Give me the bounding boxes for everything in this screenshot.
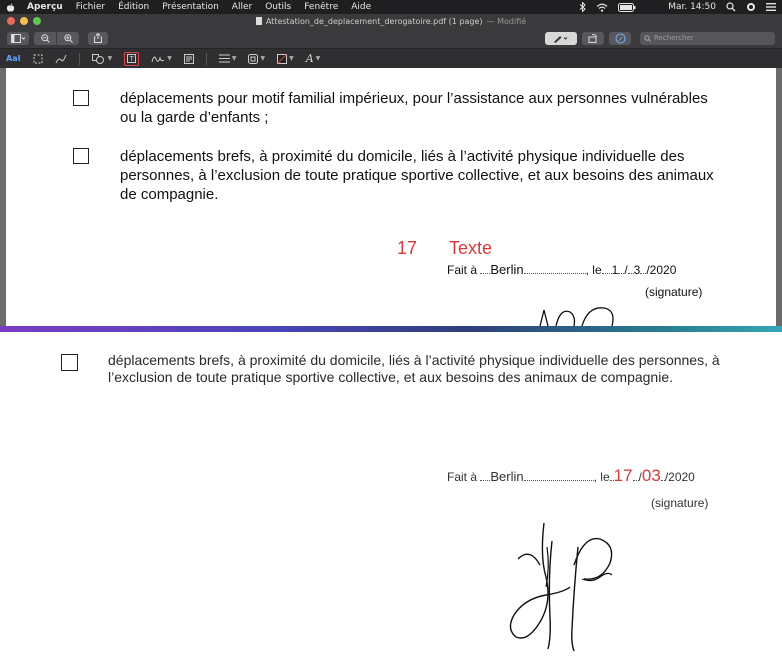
day-value-result[interactable]: 17	[613, 466, 633, 485]
fill-color-icon	[277, 54, 287, 64]
note-icon	[184, 54, 194, 64]
markup-divider	[79, 53, 80, 65]
battery-icon[interactable]	[618, 3, 636, 12]
line-style-tool[interactable]: ▼	[219, 52, 237, 66]
zoom-out-button[interactable]	[34, 32, 56, 45]
text-box-tool[interactable]	[124, 52, 139, 66]
fait-a-label: Fait à	[447, 263, 478, 277]
sketch-tool[interactable]	[55, 52, 67, 66]
shapes-icon	[92, 54, 106, 64]
keyboard-flag-icon[interactable]	[646, 3, 658, 11]
zoom-in-icon	[64, 34, 73, 43]
main-toolbar	[0, 28, 782, 48]
rotate-icon	[588, 34, 598, 43]
date-slash-result: /	[638, 470, 642, 484]
day-value[interactable]: 1	[611, 263, 619, 277]
markup-toolbar	[0, 48, 782, 68]
year-value: /2020	[646, 263, 677, 277]
checkbox-physical-activity[interactable]	[73, 148, 89, 164]
text-selection-tool[interactable]: AaI	[6, 54, 21, 63]
search-field[interactable]	[640, 32, 775, 45]
month-value-result[interactable]: 03	[641, 466, 661, 485]
close-window-button[interactable]	[7, 17, 15, 25]
rect-selection-tool[interactable]	[33, 52, 43, 66]
share-icon	[94, 33, 102, 43]
item-family-motive-text: déplacements pour motif familial impérieux, pour l’assistance aux personnes vulnérables ou la garde d’enfants ;	[120, 90, 708, 126]
border-color-icon	[248, 54, 258, 64]
border-color-tool[interactable]: ▼	[248, 52, 265, 66]
menu-extra-icon[interactable]	[746, 2, 756, 12]
menu-aller[interactable]: Aller	[231, 2, 253, 12]
search-icon	[644, 35, 651, 42]
minimize-window-button[interactable]	[20, 17, 28, 25]
line-style-icon	[219, 54, 230, 63]
window-controls	[7, 17, 41, 25]
share-button[interactable]	[88, 32, 108, 45]
city-value[interactable]: Berlin	[490, 262, 524, 277]
window-status: — Modifié	[486, 16, 527, 26]
fait-a-line	[447, 262, 676, 277]
signature-tool[interactable]: ▼	[151, 52, 172, 66]
date-le-label-result: , le	[593, 470, 610, 484]
menu-clock[interactable]: Mar. 14:50	[668, 2, 716, 12]
fait-a-line-result	[447, 466, 695, 486]
menu-aide[interactable]: Aide	[351, 2, 372, 12]
pdf-page-result	[0, 332, 782, 660]
menu-outils[interactable]: Outils	[265, 2, 292, 12]
pdf-page-top	[6, 68, 776, 326]
zoom-out-icon	[41, 34, 50, 43]
text-annotation-placeholder[interactable]: Texte	[449, 238, 493, 258]
date-le-label: , le	[585, 263, 602, 277]
font-icon: A	[305, 52, 314, 65]
checkbox-physical-activity-result[interactable]	[61, 354, 78, 371]
sidebar-toggle-button[interactable]	[7, 32, 29, 45]
apple-icon[interactable]	[6, 3, 15, 12]
sketch-icon	[55, 54, 67, 64]
control-center-icon[interactable]	[766, 3, 776, 11]
markup-toolbar-toggle-button[interactable]	[609, 32, 631, 45]
markup-pen-button[interactable]	[545, 32, 577, 45]
city-value-result[interactable]: Berlin	[490, 469, 524, 484]
signature-label-result: (signature)	[651, 496, 709, 510]
date-slash: /	[624, 263, 628, 277]
document-view-top[interactable]	[0, 68, 782, 326]
menu-fichier[interactable]: Fichier	[75, 2, 106, 12]
month-value[interactable]: 3	[633, 263, 641, 277]
menu-app-name[interactable]: Aperçu	[27, 2, 63, 12]
pdf-document-icon	[256, 17, 262, 25]
markup-circle-icon	[615, 33, 626, 44]
text-annotation-number[interactable]: 17	[397, 238, 418, 258]
item-physical-activity-text: déplacements brefs, à proximité du domicile, liés à l’activité physique individuelle des personnes, à l’exclusion de toute pratique sportive collective, et aux besoins des animaux de compagnie.	[120, 148, 714, 203]
note-tool[interactable]	[184, 52, 194, 66]
sidebar-icon	[11, 34, 25, 43]
zoom-window-button[interactable]	[33, 17, 41, 25]
signature-label: (signature)	[645, 285, 703, 299]
text-style-tool[interactable]: A ▼	[305, 52, 321, 65]
spotlight-icon[interactable]	[726, 2, 736, 12]
text-box-icon: T	[127, 54, 136, 63]
menu-fenetre[interactable]: Fenêtre	[304, 2, 339, 12]
menu-presentation[interactable]: Présentation	[162, 2, 219, 12]
signature-icon	[151, 54, 165, 64]
handwritten-signature	[500, 517, 630, 657]
pen-icon	[553, 34, 569, 43]
year-value-result: /2020	[664, 470, 695, 484]
markup-divider	[206, 53, 207, 65]
fill-color-tool[interactable]: ▼	[277, 52, 294, 66]
bluetooth-icon[interactable]	[579, 2, 586, 12]
shapes-tool[interactable]: ▼	[92, 52, 113, 66]
search-placeholder: Rechercher	[654, 34, 694, 42]
fait-a-label-result: Fait à	[447, 470, 478, 484]
zoom-group	[34, 32, 80, 45]
menu-edition[interactable]: Édition	[118, 2, 150, 12]
rotate-button[interactable]	[582, 32, 604, 45]
window-title-bar	[0, 14, 782, 28]
zoom-in-button[interactable]	[57, 32, 79, 45]
wifi-icon[interactable]	[596, 3, 608, 12]
item-physical-activity-result-text: déplacements brefs, à proximité du domicile, liés à l’activité physique individuelle des personnes, à l’exclusion de toute pratique sportive collective, et aux besoins des animaux de compagnie.	[108, 352, 720, 385]
window-title: Attestation_de_deplacement_derogatoire.pdf (1 page)	[265, 16, 483, 26]
menu-bar	[0, 0, 782, 14]
signature-drawing-partial	[534, 304, 624, 326]
rect-selection-icon	[33, 54, 43, 64]
checkbox-family-motive[interactable]	[73, 90, 89, 106]
